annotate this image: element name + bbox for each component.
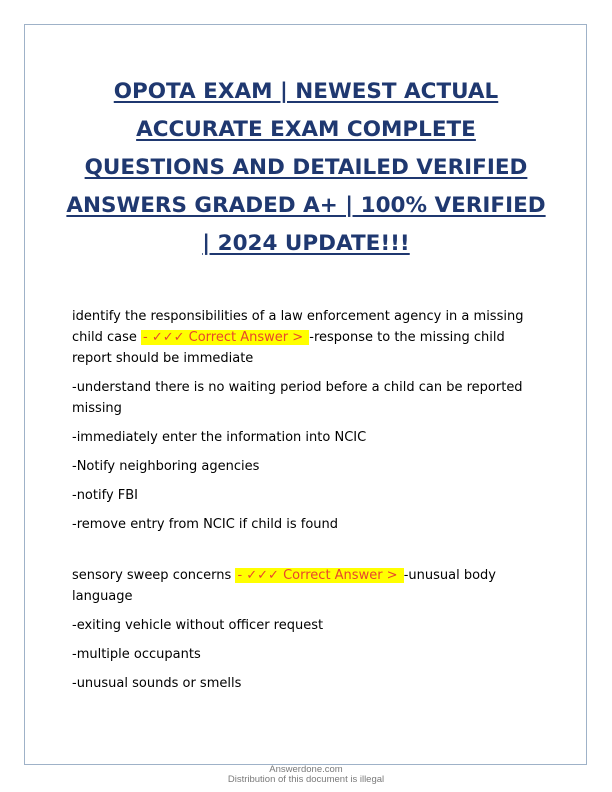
answer-point-text: -notify FBI	[72, 488, 138, 503]
qa1-question-answer	[72, 306, 542, 369]
qa1-answer-text: -response to the missing child	[309, 330, 505, 345]
answer-point	[72, 427, 542, 448]
answer-point	[72, 485, 542, 506]
footer-site: Answerdone.com	[269, 764, 343, 775]
qa2-answer-line	[72, 565, 542, 586]
qa1-question-text: child case	[72, 330, 142, 345]
answer-point-text: -remove entry from NCIC if child is found	[72, 517, 339, 532]
qa1-answer-line	[72, 327, 542, 348]
answer-point	[72, 615, 542, 636]
document-title	[60, 73, 552, 263]
qa1-question-line: identify the responsibilities of a law enforcement agency in a missing	[72, 309, 524, 324]
qa2-answer-line: language	[72, 589, 133, 604]
title-line: ACCURATE EXAM COMPLETE	[136, 117, 476, 142]
answer-point-text: missing	[72, 401, 122, 416]
correct-answer-marker: - ✓✓✓ Correct Answer >	[143, 330, 308, 345]
answer-point	[72, 377, 542, 419]
title-line: QUESTIONS AND DETAILED VERIFIED	[84, 155, 528, 180]
answer-point	[72, 644, 542, 665]
answer-point-text: -Notify neighboring agencies	[72, 459, 260, 474]
answer-point	[72, 673, 542, 694]
answer-point-text: -immediately enter the information into NCIC	[72, 430, 367, 445]
qa2-question-text: sensory sweep concerns	[72, 568, 236, 583]
qa1-answer-line: report should be immediate	[72, 351, 254, 366]
qa2-question-answer	[72, 565, 542, 607]
footer-notice: Distribution of this document is illegal	[227, 774, 385, 785]
answer-point	[72, 456, 542, 477]
document-body	[72, 306, 542, 702]
answer-point	[72, 514, 542, 535]
section-gap	[72, 543, 542, 565]
answer-point-text: -unusual sounds or smells	[72, 676, 242, 691]
title-line: ANSWERS GRADED A+ | 100% VERIFIED	[66, 193, 546, 218]
answer-point-text: -understand there is no waiting period before a child can be reported	[72, 380, 523, 395]
answer-point-text: -exiting vehicle without officer request	[72, 618, 324, 633]
correct-answer-marker: - ✓✓✓ Correct Answer >	[237, 568, 402, 583]
qa2-answer-text: -unusual body	[403, 568, 497, 583]
answer-point-text: -multiple occupants	[72, 647, 201, 662]
title-line: OPOTA EXAM | NEWEST ACTUAL	[113, 79, 499, 104]
title-line: | 2024 UPDATE!!!	[202, 231, 410, 256]
